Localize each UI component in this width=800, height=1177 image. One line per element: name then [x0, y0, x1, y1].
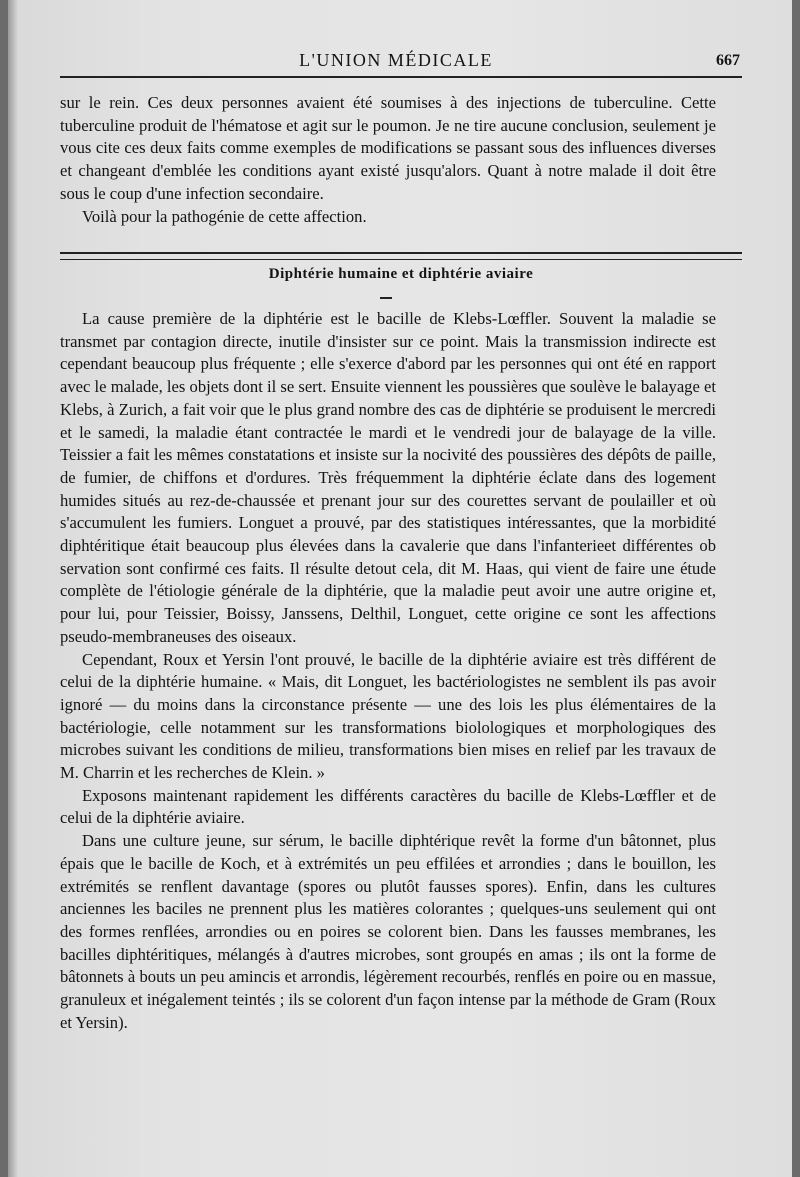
section-divider — [60, 252, 742, 260]
paragraph: La cause première de la diphtérie est le bacille de Klebs-Lœffler. Souvent la maladie se transmet par contagion directe, inutile d'insister sur ce point. Mais la transmission indirecte est cependant beaucoup plus fréquente ; elle s'exerce d'abord par les personnes qui ont été en rapport avec le malade, les objets dont il se sert. Ensuite viennent les poussières que soulève le balayage et Klebs, à Zurich, a fait voir que le plus grand nombre des cas de diphtérie se produisent le mercredi et le samedi, la maladie étant contractée le mardi et le vendredi jour de balayage de la ville. Teissier a fait les mêmes constatations et insiste sur la nocivité des poussières des dépôts de paille, de fumier, de chiffons et d'ordures. Très fréquemment la diphtérie éclate dans des logement humides situés au rez-de-chaussée et prenant jour sur des courettes servant de poulailler et où s'accumulent les fumiers. Longuet a prouvé, par des statistiques intéressantes, que la morbidité diphtéritique était beaucoup plus élevées dans la cavalerie que dans l'infanterieet différentes ob servation sont confirmé ces faits. Il résulte detout cela, dit M. Haas, qui vient de faire une étude complète de l'étiologie générale de la diphtérie, que la maladie peut avoir une autre origine et, pour lui, pour Teissier, Boissy, Janssens, Delthil, Longuet, cette origine ce sont les affections pseudo-membraneuses des oiseaux. — [60, 309, 716, 646]
paragraph: sur le rein. Ces deux personnes avaient été soumises à des injections de tuberculine. Cette tuberculine produit de l'hématose et agit sur le poumon. Je ne tire aucune conclusion, seulement je vous cite ces deux faits comme exemples de modifications se passant sous des influences diverses et changeant d'emblée les conditions ayant existé jusqu'alors. Quant à notre malade il doit être sous le coup d'une infection secondaire. — [60, 93, 716, 203]
header-rule — [60, 76, 742, 78]
section-title: Diphtérie humaine et diphtérie aviaire — [268, 266, 534, 282]
section-body — [60, 308, 716, 1035]
title-dash — [380, 297, 392, 299]
paragraph: Voilà pour la pathogénie de cette affection. — [82, 206, 367, 226]
paragraph: Dans une culture jeune, sur sérum, le bacille diphtérique revêt la forme d'un bâtonnet, plus épais que le bacille de Koch, et à extrémités un peu effilées et arrondies ; dans le bouillon, les extrémités se renflent davantage (spores ou plutôt fausses spores). Enfin, dans les cultures anciennes les baciles ne prennent plus les matières colorantes ; quelques-uns seulement qui ont des formes renflées, arrondies ou en poires se colorent bien. Dans les fausses membranes, les bacilles diphtéritiques, mélangés à d'autres microbes, sont groupés en amas ; ils ont la forme de bâtonnets à bouts un peu amincis et arrondis, légèrement recourbés, renflés en poire ou en massue, granuleux et inégalement teintés ; ils se colorent d'un façon intense par la méthode de Gram (Roux et Yersin). — [60, 831, 716, 1032]
page-number: 667 — [716, 52, 740, 69]
paragraph: Exposons maintenant rapidement les différents caractères du bacille de Klebs-Lœffler et de celui de la diphtérie aviaire. — [60, 785, 716, 828]
scanned-page — [8, 0, 792, 1177]
paragraph: Cependant, Roux et Yersin l'ont prouvé, le bacille de la diphtérie aviaire est très différent de celui de la diphtérie humaine. « Mais, dit Longuet, les bactériologistes ne semblent ils pas avoir ignoré — du moins dans la circonstance présente — une des lois les plus élémentaires de la bactériologie, celle notamment sur les transformations biolologiques et morphologiques des microbes suivant les conditions de milieu, transformations bien mises en relief par les travaux de M. Charrin et les recherches de Klein. » — [60, 649, 716, 783]
continuation-text — [60, 92, 716, 228]
running-title: L'UNION MÉDICALE — [299, 50, 493, 70]
page-header — [60, 50, 740, 80]
